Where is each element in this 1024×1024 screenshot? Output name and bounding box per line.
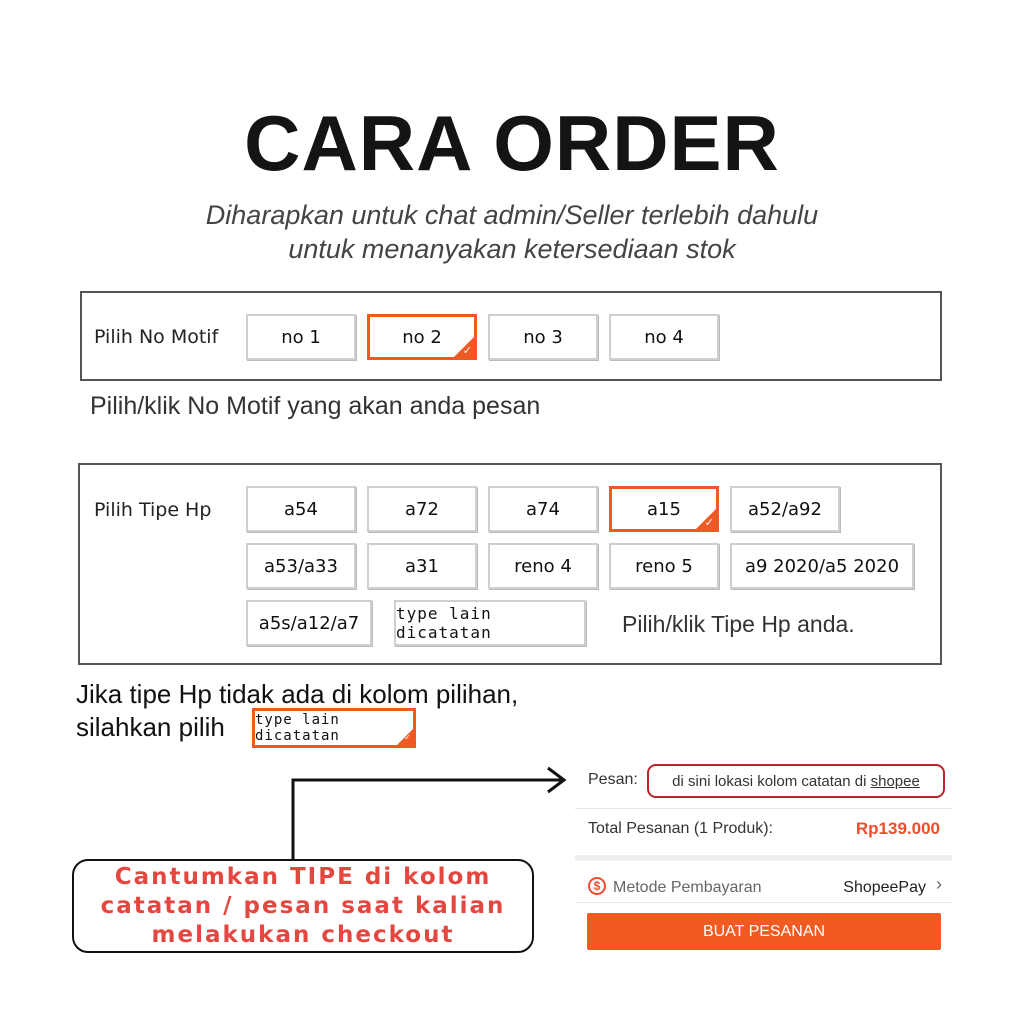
- tipe-option-label: a15: [647, 498, 681, 520]
- tipe-option-reno-5[interactable]: [609, 543, 719, 589]
- tipe-option-label: reno 4: [514, 555, 572, 577]
- tipe-option-label: a52/a92: [748, 498, 822, 520]
- tipe-option-a31[interactable]: [367, 543, 477, 589]
- chevron-right-icon[interactable]: ›: [936, 874, 942, 894]
- tipe-option-a54[interactable]: [246, 486, 356, 532]
- buat-pesanan-button[interactable]: BUAT PESANAN: [587, 913, 941, 950]
- tipe-instruction: Pilih/klik Tipe Hp anda.: [622, 611, 855, 637]
- tipe-option-label: a74: [526, 498, 560, 520]
- tipe-option-a72[interactable]: [367, 486, 477, 532]
- callout-line-1: Cantumkan TIPE di kolom: [114, 863, 492, 890]
- tipe-option-a53-a33[interactable]: [246, 543, 356, 589]
- type-lain-badge: [252, 708, 416, 748]
- motif-panel-label: Pilih No Motif: [94, 326, 219, 348]
- motif-option-label: no 3: [523, 326, 563, 348]
- arrow-connector: [280, 760, 580, 870]
- motif-option-label: no 1: [281, 326, 321, 348]
- tipe-panel: [78, 463, 942, 665]
- motif-option-no-1[interactable]: [246, 314, 356, 360]
- check-icon: ✓: [704, 516, 714, 529]
- total-label: Total Pesanan (1 Produk):: [588, 820, 773, 837]
- tipe-option-label: reno 5: [635, 555, 693, 577]
- pesan-input-link: shopee: [870, 772, 920, 790]
- subtitle-line-2: untuk menanyakan ketersediaan stok: [288, 234, 736, 264]
- page-title: CARA ORDER: [244, 99, 780, 187]
- motif-option-no-3[interactable]: [488, 314, 598, 360]
- pesan-input[interactable]: [647, 764, 945, 798]
- motif-instruction: Pilih/klik No Motif yang akan anda pesan: [90, 392, 541, 420]
- pesan-label: Pesan:: [588, 771, 638, 788]
- tipe-option-type-lain[interactable]: [394, 600, 586, 646]
- note-line-1: Jika tipe Hp tidak ada di kolom pilihan,: [76, 679, 519, 709]
- tipe-option-reno-4[interactable]: [488, 543, 598, 589]
- tipe-option-label: a54: [284, 498, 318, 520]
- motif-option-no-4[interactable]: [609, 314, 719, 360]
- check-icon: ✓: [462, 344, 472, 357]
- tipe-option-label: a5s/a12/a7: [258, 612, 360, 634]
- section-divider: [575, 855, 952, 861]
- dollar-circle-icon: $: [588, 877, 606, 895]
- tipe-option-label: a72: [405, 498, 439, 520]
- tipe-option-a15[interactable]: [609, 486, 719, 532]
- tipe-option-a9-a5-2020[interactable]: [730, 543, 914, 589]
- payment-label: Metode Pembayaran: [613, 879, 762, 896]
- divider: [575, 902, 952, 903]
- tipe-option-a52-a92[interactable]: [730, 486, 840, 532]
- subtitle-line-1: Diharapkan untuk chat admin/Seller terlebih dahulu: [205, 200, 819, 230]
- payment-value[interactable]: ShopeePay: [843, 879, 926, 896]
- total-value: Rp139.000: [855, 819, 940, 838]
- motif-panel: [80, 291, 942, 381]
- note-line-2: silahkan pilih: [76, 712, 225, 742]
- motif-option-label: no 4: [644, 326, 684, 348]
- callout-line-3: melakukan checkout: [151, 921, 455, 948]
- motif-option-label: no 2: [402, 326, 442, 348]
- pesan-input-text: di sini lokasi kolom catatan di: [672, 772, 867, 790]
- check-icon: ✓: [404, 733, 411, 743]
- tipe-option-label: a9 2020/a5 2020: [744, 555, 900, 577]
- tipe-option-a5s-a12-a7[interactable]: [246, 600, 372, 646]
- tipe-option-label: a53/a33: [264, 555, 338, 577]
- tipe-option-a74[interactable]: [488, 486, 598, 532]
- callout-line-2: catatan / pesan saat kalian: [100, 892, 506, 919]
- tipe-option-label: type lain dicatatan: [396, 604, 492, 642]
- divider: [575, 808, 952, 809]
- tipe-option-label: a31: [405, 555, 439, 577]
- callout-box: [72, 859, 534, 953]
- type-lain-badge-label: type lain dicatatan: [255, 712, 340, 744]
- tipe-panel-label: Pilih Tipe Hp: [94, 499, 212, 521]
- motif-option-no-2[interactable]: [367, 314, 477, 360]
